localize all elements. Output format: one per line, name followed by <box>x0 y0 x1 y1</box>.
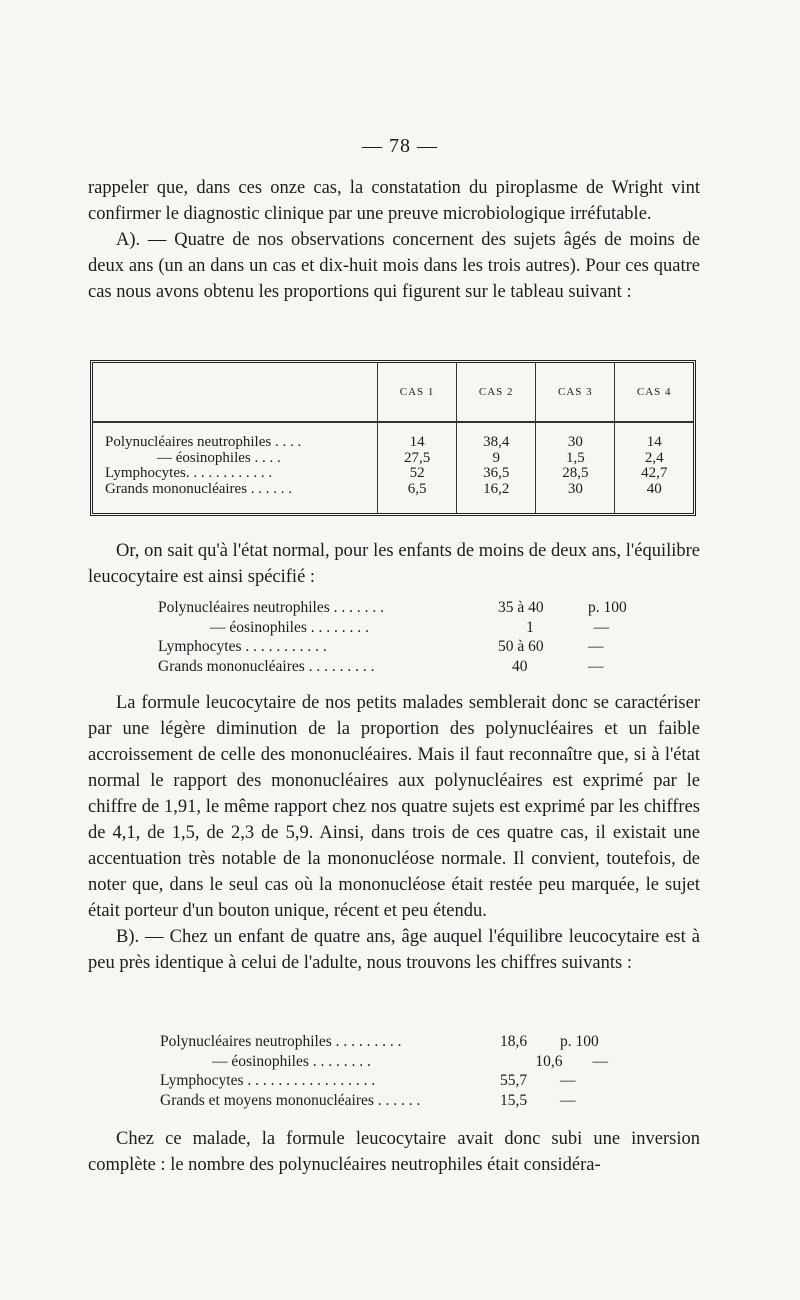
table-cell: 27,5 <box>403 449 431 466</box>
formula-value: 55,7 <box>500 1072 528 1089</box>
formula-row <box>160 1052 640 1072</box>
formula-label: Lymphocytes . . . . . . . . . . . <box>158 638 327 655</box>
table-cell: 40 <box>646 480 662 497</box>
formula-label: — éosinophiles . . . . . . . . <box>212 1052 371 1070</box>
formula-row <box>158 637 638 657</box>
cas-table <box>93 363 693 513</box>
row-label-neutrophiles: Polynucléaires neutrophiles . . . . <box>105 434 302 450</box>
formula-label: Polynucléaires neutrophiles . . . . . . . . . <box>160 1033 402 1050</box>
table-cell: 1,5 <box>565 449 585 466</box>
formula-value: 50 à 60 <box>498 638 544 655</box>
table-column-cas-1 <box>378 422 457 513</box>
table-cell: 6,5 <box>407 480 427 497</box>
formula-unit: — <box>588 638 604 655</box>
table-cell: 14 <box>646 434 662 450</box>
table-cell: 9 <box>492 449 500 466</box>
table-header-cas-4: CAS 4 <box>615 363 693 422</box>
table-column-cas-2 <box>457 422 536 513</box>
formula-row <box>158 657 638 677</box>
formula-unit: p. 100 <box>588 599 627 616</box>
paragraph-conclusion: Chez ce malade, la formule leucocytaire avait donc subi une inversion complète : le nombre des polynucléaires neutrophiles était considéra- <box>88 1129 700 1175</box>
row-label-eosinophiles: — éosinophiles . . . . <box>157 449 281 466</box>
formula-unit: — <box>560 1072 576 1089</box>
formula-value: 10,6 <box>535 1052 563 1070</box>
child-formula <box>160 1032 640 1110</box>
row-label-mononucleaires: Grands mononucléaires . . . . . . <box>105 480 293 497</box>
formula-label: — éosinophiles . . . . . . . . <box>210 618 369 636</box>
table-cell: 52 <box>409 465 425 481</box>
paragraph-discussion: La formule leucocytaire de nos petits malades semblerait donc se caractériser par une légère diminution de la proportion des polynucléaires et un faible accroissement de celle des mononucléaires. Mais il faut reconnaître que, si à l'état normal le rapport des mononucléaires aux polynucléaires est exprimé par le chiffre de 1,91, le même rapport chez nos quatre sujets est exprimé par les chiffres de 4,1, de 1,5, de 2,3 de 5,9. Ainsi, dans trois de ces quatre cas, il existait une accentuation très notable de la mononucléose normale. Il convient, toutefois, de noter que, dans le seul cas où la mononucléose était restée peu marquée, le sujet était porteur d'un bouton unique, récent et peu étendu. <box>88 693 700 921</box>
formula-label: Polynucléaires neutrophiles . . . . . . . <box>158 599 384 616</box>
formula-label: Grands mononucléaires . . . . . . . . . <box>158 657 375 675</box>
formula-value: 40 <box>512 657 528 675</box>
table-cell: 2,4 <box>644 449 664 466</box>
formula-row <box>158 618 638 638</box>
table-cell: 30 <box>567 480 583 497</box>
paragraph-section-b: B). — Chez un enfant de quatre ans, âge auquel l'équilibre leucocytaire est à peu près identique à celui de l'adulte, nous trouvons les chiffres suivants : <box>88 927 700 973</box>
text-block-intro <box>88 175 700 305</box>
formula-unit: — <box>588 657 604 675</box>
row-label-lymphocytes: Lymphocytes. . . . . . . . . . . . <box>105 465 273 481</box>
formula-unit: — <box>560 1091 576 1109</box>
page-number: — 78 — <box>362 135 438 157</box>
table-column-cas-3 <box>536 422 615 513</box>
formula-label: Lymphocytes . . . . . . . . . . . . . . . . . <box>160 1072 376 1089</box>
table-header-cas-3: CAS 3 <box>536 363 615 422</box>
formula-unit: — <box>593 618 610 636</box>
table-cell: 16,2 <box>483 480 510 497</box>
formula-label: Grands et moyens mononucléaires . . . . . . <box>160 1091 421 1109</box>
paragraph-normal-state: Or, on sait qu'à l'état normal, pour les enfants de moins de deux ans, l'équilibre leucocytaire est ainsi spécifié : <box>88 541 700 587</box>
formula-unit: — <box>592 1052 608 1070</box>
paragraph-continuation: rappeler que, dans ces onze cas, la constatation du piroplasme de Wright vint confirmer le diagnostic clinique par une preuve microbiologique irréfutable. <box>88 178 700 224</box>
table-cell: 36,5 <box>483 465 510 481</box>
table-cell: 28,5 <box>562 465 589 481</box>
table-header-cas-1: CAS 1 <box>378 363 457 422</box>
formula-row <box>160 1032 640 1052</box>
text-block-discussion <box>88 690 700 976</box>
paragraph-section-a: A). — Quatre de nos observations concernent des sujets âgés de moins de deux ans (un an dans un cas et dix-huit mois dans les trois autres). Pour ces quatre cas nous avons obtenu les proportions qui figurent sur le tableau suivant : <box>88 230 700 302</box>
cas-table-frame <box>90 360 696 516</box>
formula-value: 18,6 <box>500 1033 528 1050</box>
formula-value: 1 <box>526 618 534 636</box>
formula-row <box>158 598 638 618</box>
formula-row <box>160 1091 640 1111</box>
table-row-labels <box>93 422 378 513</box>
table-column-cas-4 <box>615 422 693 513</box>
formula-row <box>160 1071 640 1091</box>
table-cell: 38,4 <box>483 434 510 450</box>
formula-value: 15,5 <box>500 1091 528 1109</box>
table-cell: 42,7 <box>641 465 668 481</box>
table-cell: 14 <box>409 434 425 450</box>
table-cell: 30 <box>567 434 583 450</box>
normal-formula <box>158 598 638 676</box>
table-header-cas-2: CAS 2 <box>457 363 536 422</box>
formula-value: 35 à 40 <box>498 599 544 616</box>
formula-unit: p. 100 <box>560 1033 599 1050</box>
table-header-blank <box>93 363 378 422</box>
